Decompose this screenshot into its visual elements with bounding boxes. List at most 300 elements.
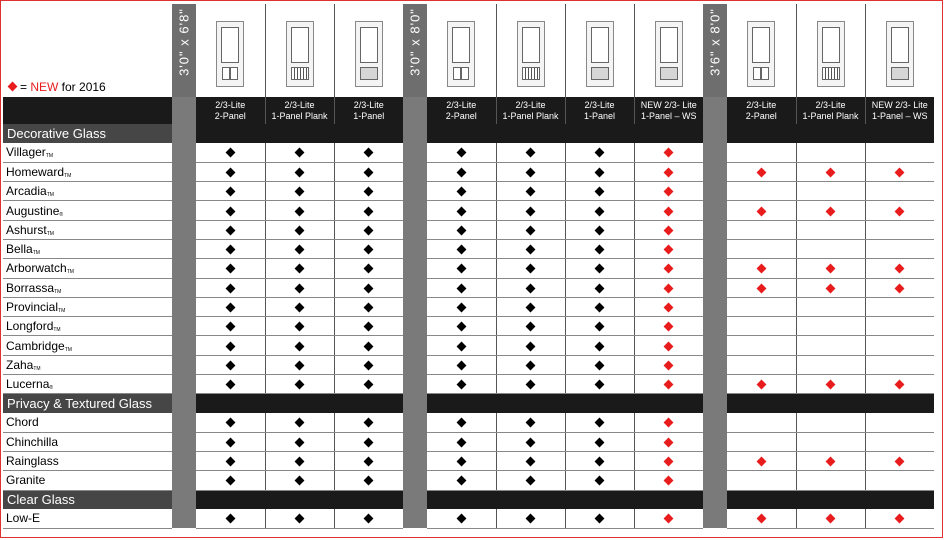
availability-cell xyxy=(265,239,334,258)
trademark-mark: ® xyxy=(59,211,64,218)
availability-cell xyxy=(727,355,796,374)
availability-cell xyxy=(634,143,703,162)
separator xyxy=(172,297,196,316)
new-available-diamond-icon xyxy=(756,283,766,293)
glass-availability-table xyxy=(3,4,934,529)
availability-cell xyxy=(496,432,565,451)
availability-cell xyxy=(265,451,334,470)
legend-suffix: for 2016 xyxy=(58,80,106,94)
glass-name-text: Longford xyxy=(6,319,54,334)
availability-cell xyxy=(634,336,703,355)
availability-cell xyxy=(865,375,934,394)
door-glass xyxy=(360,27,378,63)
door-glass xyxy=(891,27,909,63)
available-diamond-icon xyxy=(364,206,374,216)
availability-cell xyxy=(634,471,703,490)
availability-cell xyxy=(427,413,496,432)
available-diamond-icon xyxy=(456,264,466,274)
trademark-mark: TM xyxy=(64,346,72,353)
door-panel xyxy=(453,67,461,80)
door-panel xyxy=(822,67,840,80)
separator xyxy=(703,162,727,181)
glass-name-text: Arcadia xyxy=(6,184,47,199)
door-image-cell xyxy=(634,4,703,97)
separator xyxy=(403,182,427,201)
separator xyxy=(703,317,727,336)
separator xyxy=(703,182,727,201)
availability-cell xyxy=(496,355,565,374)
table-row xyxy=(3,317,934,336)
table-row xyxy=(3,182,934,201)
separator xyxy=(172,471,196,490)
availability-cell xyxy=(334,509,403,528)
section-band xyxy=(427,490,703,509)
door-size-label: 3'0" x 6'8" xyxy=(176,8,192,76)
available-diamond-icon xyxy=(526,187,536,197)
available-diamond-icon xyxy=(526,148,536,158)
door-glass xyxy=(752,27,770,63)
glass-name xyxy=(3,143,172,162)
availability-cell xyxy=(727,432,796,451)
table-row xyxy=(3,259,934,278)
availability-cell xyxy=(565,162,634,181)
available-diamond-icon xyxy=(225,283,235,293)
available-diamond-icon xyxy=(595,225,605,235)
availability-cell xyxy=(196,451,265,470)
separator xyxy=(403,297,427,316)
availability-cell xyxy=(634,239,703,258)
door-style-label-line2: 1-Panel xyxy=(353,110,385,121)
availability-cell xyxy=(565,317,634,336)
availability-cell xyxy=(796,509,865,528)
available-diamond-icon xyxy=(225,437,235,447)
availability-cell xyxy=(196,259,265,278)
table-row xyxy=(3,239,934,258)
availability-cell xyxy=(634,355,703,374)
legend xyxy=(9,80,106,94)
separator xyxy=(403,432,427,451)
door-glass xyxy=(591,27,609,63)
door-two-panel-icon xyxy=(747,21,775,87)
availability-cell xyxy=(865,278,934,297)
glass-name xyxy=(3,297,172,316)
separator xyxy=(703,201,727,220)
new-available-diamond-icon xyxy=(664,380,674,390)
available-diamond-icon xyxy=(456,360,466,370)
separator xyxy=(703,297,727,316)
new-available-diamond-icon xyxy=(826,380,836,390)
separator xyxy=(703,124,727,143)
door-panel xyxy=(522,67,540,80)
glass-name-text: Granite xyxy=(6,473,46,488)
glass-name xyxy=(3,413,172,432)
available-diamond-icon xyxy=(456,167,466,177)
new-available-diamond-icon xyxy=(895,457,905,467)
separator xyxy=(172,490,196,509)
availability-cell xyxy=(634,413,703,432)
new-available-diamond-icon xyxy=(664,514,674,524)
glass-name xyxy=(3,220,172,239)
availability-cell xyxy=(265,259,334,278)
door-style-label-line1: 2/3-Lite xyxy=(215,99,246,110)
door-style-label-line2: 1-Panel Plank xyxy=(502,110,559,121)
trademark-mark: TM xyxy=(54,288,62,295)
availability-cell xyxy=(796,451,865,470)
availability-cell xyxy=(427,317,496,336)
availability-cell xyxy=(634,432,703,451)
availability-cell xyxy=(334,375,403,394)
availability-cell xyxy=(196,413,265,432)
availability-cell xyxy=(334,278,403,297)
separator xyxy=(703,143,727,162)
available-diamond-icon xyxy=(364,264,374,274)
door-one-panel-icon xyxy=(355,21,383,87)
door-style-label xyxy=(427,97,496,124)
separator xyxy=(703,413,727,432)
separator xyxy=(172,509,196,528)
new-available-diamond-icon xyxy=(895,167,905,177)
availability-cell xyxy=(727,297,796,316)
availability-cell xyxy=(427,509,496,528)
available-diamond-icon xyxy=(595,360,605,370)
door-style-label-line2: 1-Panel – WS xyxy=(871,110,928,121)
door-size-label: 3'6" x 8'0" xyxy=(707,8,723,76)
glass-name-text: Borrassa xyxy=(6,280,55,295)
separator xyxy=(172,278,196,297)
new-available-diamond-icon xyxy=(826,206,836,216)
glass-name-text: Homeward xyxy=(6,164,65,179)
separator xyxy=(172,201,196,220)
availability-cell xyxy=(565,239,634,258)
door-image-cell xyxy=(334,4,403,97)
available-diamond-icon xyxy=(595,418,605,428)
availability-cell xyxy=(865,413,934,432)
availability-cell xyxy=(496,471,565,490)
separator xyxy=(703,259,727,278)
availability-cell xyxy=(796,297,865,316)
separator xyxy=(403,355,427,374)
separator xyxy=(703,394,727,413)
available-diamond-icon xyxy=(225,264,235,274)
available-diamond-icon xyxy=(526,476,536,486)
available-diamond-icon xyxy=(526,283,536,293)
new-available-diamond-icon xyxy=(756,514,766,524)
availability-cell xyxy=(565,509,634,528)
available-diamond-icon xyxy=(364,283,374,293)
size-separator-2 xyxy=(703,4,727,97)
available-diamond-icon xyxy=(456,437,466,447)
legend-new-word: NEW xyxy=(30,80,59,94)
section-title-text: Clear Glass xyxy=(7,492,75,508)
available-diamond-icon xyxy=(456,303,466,313)
availability-cell xyxy=(727,451,796,470)
availability-cell xyxy=(265,201,334,220)
separator xyxy=(403,97,427,124)
table-row xyxy=(3,143,934,162)
availability-cell xyxy=(334,220,403,239)
section-band xyxy=(196,394,403,413)
availability-cell xyxy=(496,220,565,239)
separator xyxy=(703,336,727,355)
new-available-diamond-icon xyxy=(826,283,836,293)
available-diamond-icon xyxy=(526,341,536,351)
availability-cell xyxy=(196,297,265,316)
separator xyxy=(703,97,727,124)
separator xyxy=(403,413,427,432)
available-diamond-icon xyxy=(295,514,305,524)
available-diamond-icon xyxy=(526,457,536,467)
available-diamond-icon xyxy=(595,457,605,467)
available-diamond-icon xyxy=(364,380,374,390)
availability-cell xyxy=(796,355,865,374)
available-diamond-icon xyxy=(364,437,374,447)
availability-cell xyxy=(565,220,634,239)
availability-cell xyxy=(496,162,565,181)
available-diamond-icon xyxy=(595,264,605,274)
glass-name-text: Ashurst xyxy=(6,222,47,237)
availability-cell xyxy=(727,509,796,528)
available-diamond-icon xyxy=(526,418,536,428)
available-diamond-icon xyxy=(295,341,305,351)
separator xyxy=(172,336,196,355)
separator xyxy=(172,375,196,394)
available-diamond-icon xyxy=(295,283,305,293)
glass-name-text: Cambridge xyxy=(6,338,65,353)
door-two-panel-icon xyxy=(216,21,244,87)
door-plank-icon xyxy=(817,21,845,87)
glass-name-text: Zaha xyxy=(6,357,34,372)
availability-cell xyxy=(865,432,934,451)
available-diamond-icon xyxy=(595,437,605,447)
availability-cell xyxy=(565,451,634,470)
new-available-diamond-icon xyxy=(664,418,674,428)
separator xyxy=(703,451,727,470)
section-band xyxy=(196,490,403,509)
availability-cell xyxy=(427,220,496,239)
new-available-diamond-icon xyxy=(664,476,674,486)
door-image-cell xyxy=(796,4,865,97)
availability-cell xyxy=(865,317,934,336)
available-diamond-icon xyxy=(225,341,235,351)
door-style-label xyxy=(727,97,796,124)
glass-name xyxy=(3,375,172,394)
separator xyxy=(172,220,196,239)
glass-name-text: Provincial xyxy=(6,300,59,315)
glass-name xyxy=(3,201,172,220)
availability-cell xyxy=(727,317,796,336)
door-plank-icon xyxy=(286,21,314,87)
new-available-diamond-icon xyxy=(664,206,674,216)
new-available-diamond-icon xyxy=(756,264,766,274)
door-style-label xyxy=(196,97,265,124)
availability-cell xyxy=(427,336,496,355)
door-panel xyxy=(660,67,678,80)
section-title xyxy=(3,124,172,143)
available-diamond-icon xyxy=(364,225,374,235)
availability-cell xyxy=(727,220,796,239)
door-style-label-line2: 1-Panel Plank xyxy=(802,110,859,121)
door-style-label xyxy=(334,97,403,124)
available-diamond-icon xyxy=(595,167,605,177)
door-size-label: 3'0" x 8'0" xyxy=(407,8,423,76)
door-style-label xyxy=(265,97,334,124)
separator xyxy=(172,394,196,413)
available-diamond-icon xyxy=(595,514,605,524)
availability-cell xyxy=(427,355,496,374)
availability-cell xyxy=(796,259,865,278)
available-diamond-icon xyxy=(526,514,536,524)
availability-cell xyxy=(265,182,334,201)
table-row xyxy=(3,509,934,528)
availability-cell xyxy=(196,143,265,162)
available-diamond-icon xyxy=(456,514,466,524)
availability-cell xyxy=(496,451,565,470)
available-diamond-icon xyxy=(225,322,235,332)
door-glass xyxy=(221,27,239,63)
door-glass xyxy=(822,27,840,63)
availability-cell xyxy=(496,182,565,201)
availability-cell xyxy=(634,182,703,201)
availability-cell xyxy=(796,278,865,297)
available-diamond-icon xyxy=(364,148,374,158)
availability-cell xyxy=(565,471,634,490)
availability-cell xyxy=(334,355,403,374)
separator xyxy=(403,375,427,394)
available-diamond-icon xyxy=(225,245,235,255)
availability-cell xyxy=(265,471,334,490)
availability-cell xyxy=(727,143,796,162)
trademark-mark: TM xyxy=(66,269,74,276)
available-diamond-icon xyxy=(295,418,305,428)
available-diamond-icon xyxy=(595,341,605,351)
glass-name-text: Augustine xyxy=(6,203,60,218)
trademark-mark: TM xyxy=(45,153,54,160)
available-diamond-icon xyxy=(526,303,536,313)
available-diamond-icon xyxy=(456,206,466,216)
section-title xyxy=(3,394,172,413)
available-diamond-icon xyxy=(526,167,536,177)
door-style-label xyxy=(796,97,865,124)
new-available-diamond-icon xyxy=(664,341,674,351)
new-available-diamond-icon xyxy=(664,360,674,370)
door-panel xyxy=(360,67,378,80)
door-style-label-line1: 2/3-Lite xyxy=(815,99,846,110)
legend-equals: = xyxy=(20,80,31,94)
door-image-cell xyxy=(196,4,265,97)
available-diamond-icon xyxy=(526,380,536,390)
available-diamond-icon xyxy=(225,380,235,390)
availability-cell xyxy=(727,278,796,297)
new-available-diamond-icon xyxy=(756,206,766,216)
trademark-mark: TM xyxy=(33,365,41,372)
availability-cell xyxy=(265,220,334,239)
glass-name-text: Low-E xyxy=(6,511,41,526)
separator xyxy=(172,162,196,181)
separator xyxy=(703,278,727,297)
new-available-diamond-icon xyxy=(664,322,674,332)
availability-cell xyxy=(727,336,796,355)
separator xyxy=(703,490,727,509)
separator xyxy=(172,432,196,451)
available-diamond-icon xyxy=(595,187,605,197)
door-image-cell xyxy=(727,4,796,97)
available-diamond-icon xyxy=(225,148,235,158)
door-image-cell xyxy=(865,4,934,97)
available-diamond-icon xyxy=(225,418,235,428)
available-diamond-icon xyxy=(364,167,374,177)
available-diamond-icon xyxy=(364,322,374,332)
separator xyxy=(703,509,727,528)
availability-cell xyxy=(427,297,496,316)
glass-name-text: Chord xyxy=(6,415,39,430)
table-row xyxy=(3,432,934,451)
availability-cell xyxy=(334,182,403,201)
door-style-label-line2: 1-Panel Plank xyxy=(271,110,328,121)
door-plank-icon xyxy=(517,21,545,87)
available-diamond-icon xyxy=(595,206,605,216)
available-diamond-icon xyxy=(456,148,466,158)
table-row xyxy=(3,471,934,490)
new-available-diamond-icon xyxy=(664,245,674,255)
availability-cell xyxy=(565,432,634,451)
table-row xyxy=(3,375,934,394)
available-diamond-icon xyxy=(456,245,466,255)
door-style-label xyxy=(496,97,565,124)
separator xyxy=(172,413,196,432)
availability-cell xyxy=(727,182,796,201)
glass-name xyxy=(3,317,172,336)
new-available-diamond-icon xyxy=(664,437,674,447)
trademark-mark: TM xyxy=(46,230,54,237)
separator xyxy=(403,143,427,162)
size-separator-1 xyxy=(403,4,427,97)
separator xyxy=(172,143,196,162)
trademark-mark: TM xyxy=(32,250,40,257)
available-diamond-icon xyxy=(526,322,536,332)
separator xyxy=(172,124,196,143)
available-diamond-icon xyxy=(526,360,536,370)
door-one-panel-ws-icon xyxy=(655,21,683,87)
glass-name xyxy=(3,239,172,258)
availability-cell xyxy=(265,413,334,432)
availability-cell xyxy=(427,239,496,258)
separator xyxy=(403,278,427,297)
available-diamond-icon xyxy=(295,437,305,447)
availability-cell xyxy=(265,162,334,181)
availability-cell xyxy=(565,259,634,278)
section-band xyxy=(427,394,703,413)
available-diamond-icon xyxy=(364,418,374,428)
door-glass xyxy=(291,27,309,63)
availability-cell xyxy=(334,317,403,336)
availability-cell xyxy=(565,355,634,374)
availability-cell xyxy=(196,471,265,490)
availability-cell xyxy=(496,336,565,355)
separator xyxy=(172,97,196,124)
new-available-diamond-icon xyxy=(756,167,766,177)
available-diamond-icon xyxy=(225,187,235,197)
availability-cell xyxy=(265,509,334,528)
separator xyxy=(172,355,196,374)
door-glass xyxy=(522,27,540,63)
section-title-text: Privacy & Textured Glass xyxy=(7,396,152,412)
door-panel xyxy=(753,67,761,80)
availability-cell xyxy=(496,278,565,297)
availability-cell xyxy=(196,278,265,297)
separator xyxy=(172,317,196,336)
availability-cell xyxy=(427,143,496,162)
door-image-cell xyxy=(496,4,565,97)
